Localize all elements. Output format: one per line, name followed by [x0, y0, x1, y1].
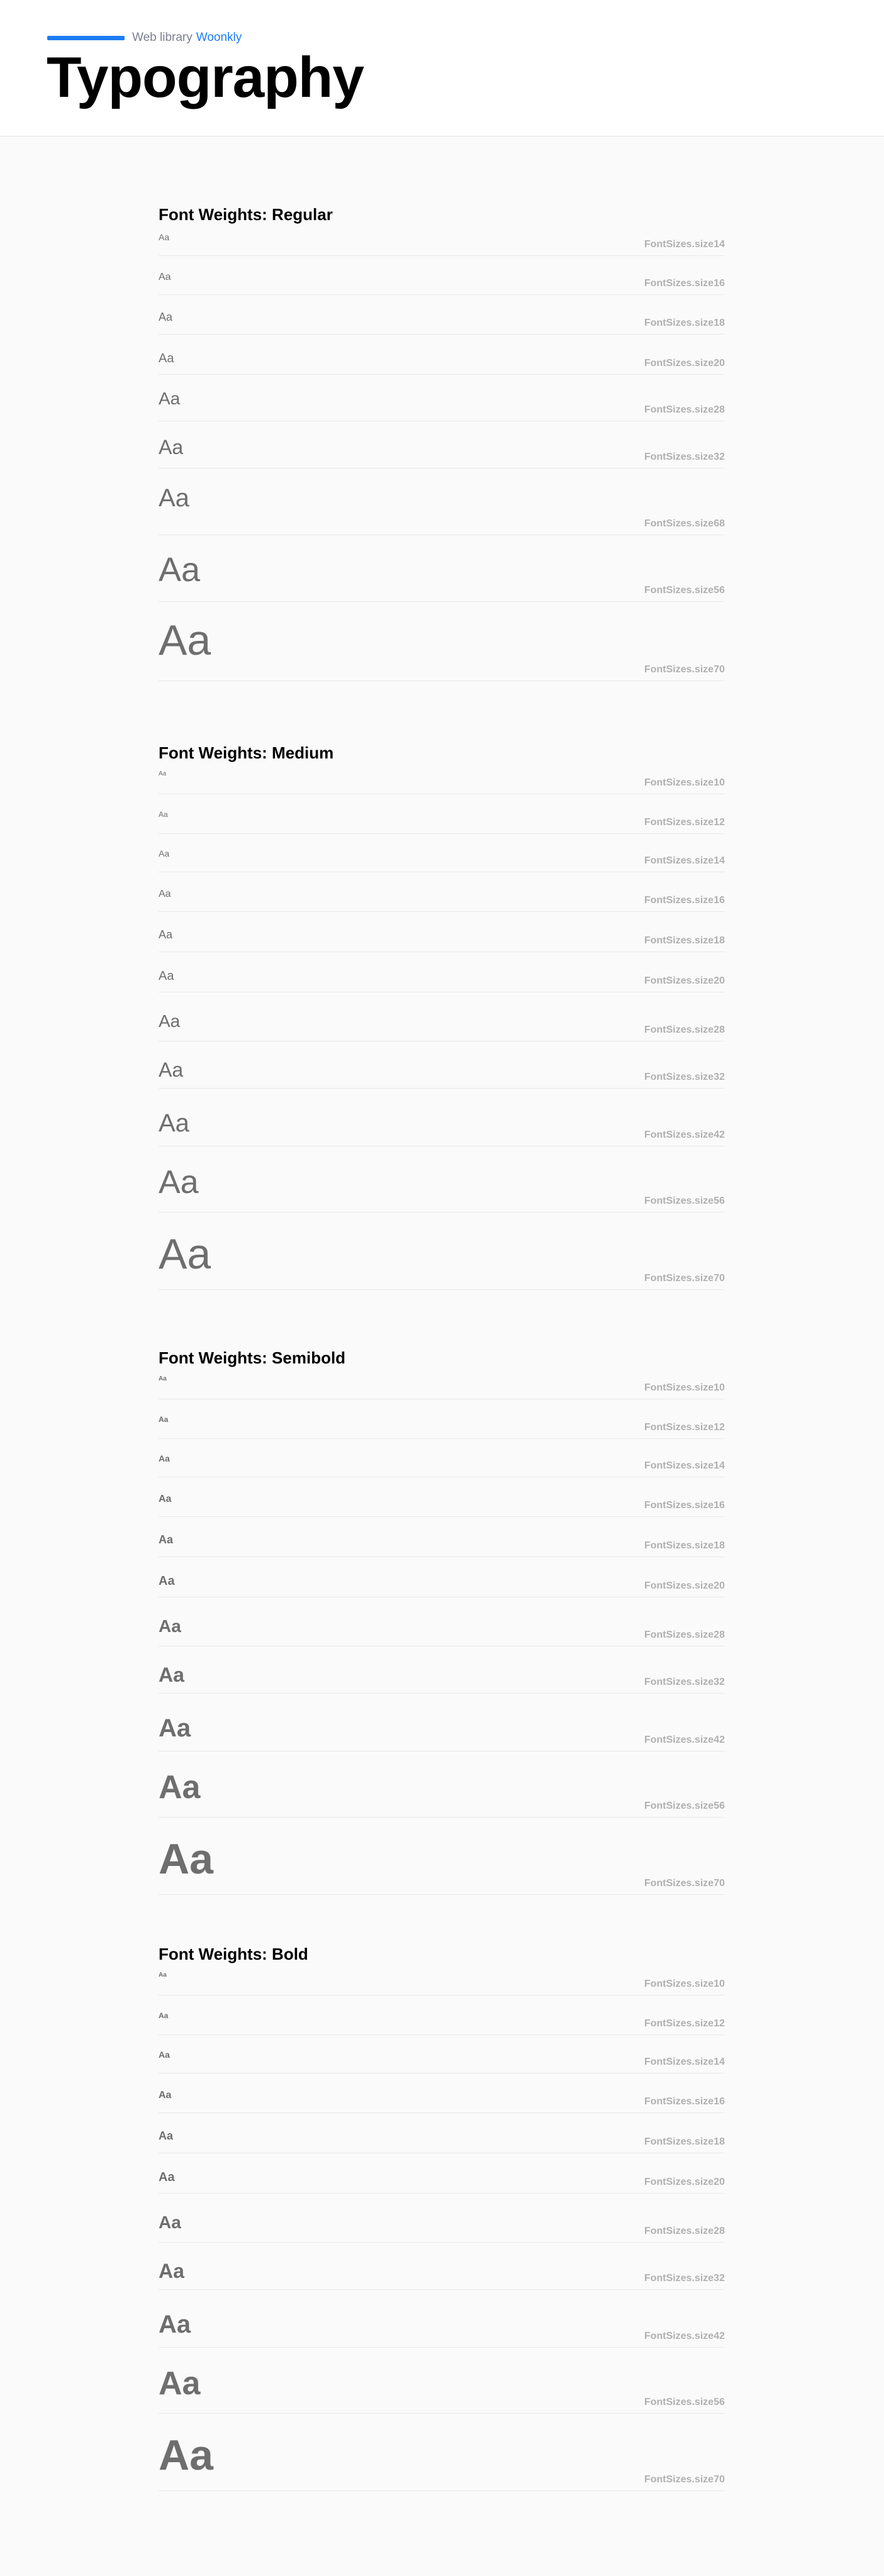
font-size-label: FontSizes.size14 [644, 1460, 725, 1471]
type-sample-row [159, 351, 725, 375]
font-size-label: FontSizes.size12 [644, 817, 725, 828]
section-title: Font Weights: Medium [159, 743, 334, 762]
type-sample-row [159, 615, 725, 681]
font-size-label: FontSizes.size14 [644, 2057, 725, 2067]
type-sample: Aa [159, 1164, 199, 1201]
font-size-label: FontSizes.size20 [644, 2177, 725, 2187]
type-sample-row [159, 928, 725, 952]
type-sample: Aa [159, 889, 171, 899]
type-sample: Aa [159, 969, 174, 983]
font-size-label: FontSizes.size32 [644, 1677, 725, 1687]
type-sample-row [159, 888, 725, 912]
type-sample-row [159, 1533, 725, 1557]
type-sample-row [159, 2011, 725, 2035]
page-header [0, 0, 884, 136]
type-sample: Aa [159, 1058, 184, 1081]
type-sample: Aa [159, 1494, 172, 1504]
font-size-label: FontSizes.size18 [644, 318, 725, 328]
type-sample-row [159, 1768, 725, 1818]
font-size-label: FontSizes.size16 [644, 895, 725, 906]
type-sample-row [159, 271, 725, 295]
font-size-label: FontSizes.size16 [644, 278, 725, 289]
section-title: Font Weights: Regular [159, 205, 333, 224]
type-sample: Aa [159, 436, 184, 458]
type-sample-row [159, 1834, 725, 1895]
font-size-label: FontSizes.size28 [644, 2226, 725, 2236]
font-size-label: FontSizes.size28 [644, 1024, 725, 1035]
font-size-label: FontSizes.size68 [644, 518, 725, 529]
font-size-label: FontSizes.size56 [644, 585, 725, 596]
type-sample-row [159, 1713, 725, 1752]
font-size-label: FontSizes.size70 [644, 1273, 725, 1284]
font-size-label: FontSizes.size16 [644, 2096, 725, 2107]
type-sample: Aa [159, 848, 170, 858]
font-size-label: FontSizes.size56 [644, 1196, 725, 1206]
type-sample: Aa [159, 1616, 181, 1636]
type-sample-row [159, 1108, 725, 1146]
type-sample: Aa [159, 1453, 170, 1463]
type-sample: Aa [159, 928, 173, 941]
type-sample-row [159, 1375, 725, 1399]
type-sample: Aa [159, 770, 167, 777]
font-size-label: FontSizes.size20 [644, 358, 725, 369]
type-sample-row [159, 810, 725, 834]
type-sample-row [159, 2364, 725, 2414]
breadcrumb-library[interactable]: Web library [132, 31, 193, 44]
type-sample: Aa [159, 1972, 167, 1979]
type-sample: Aa [159, 2129, 174, 2142]
font-size-label: FontSizes.size32 [644, 452, 725, 462]
font-size-label: FontSizes.size18 [644, 1540, 725, 1551]
breadcrumb [47, 30, 242, 45]
type-sample: Aa [159, 232, 170, 242]
font-size-label: FontSizes.size18 [644, 2136, 725, 2147]
font-size-label: FontSizes.size20 [644, 1580, 725, 1591]
breadcrumb-brand-link[interactable]: Woonkly [196, 31, 242, 44]
font-size-label: FontSizes.size16 [644, 1500, 725, 1511]
type-sample-row [159, 2430, 725, 2491]
font-size-label: FontSizes.size70 [644, 664, 725, 675]
type-sample: Aa [159, 1663, 184, 1686]
font-size-label: FontSizes.size28 [644, 404, 725, 415]
type-sample: Aa [159, 1375, 167, 1382]
font-size-label: FontSizes.size70 [644, 1878, 725, 1889]
font-size-label: FontSizes.size12 [644, 2018, 725, 2029]
type-sample-row [159, 232, 725, 256]
type-sample: Aa [159, 352, 174, 365]
type-sample-row [159, 848, 725, 872]
type-sample: Aa [159, 2170, 175, 2184]
type-sample: Aa [159, 1835, 213, 1883]
type-sample: Aa [159, 551, 201, 589]
font-size-label: FontSizes.size18 [644, 935, 725, 946]
font-size-label: FontSizes.size10 [644, 777, 725, 788]
type-sample: Aa [159, 311, 173, 323]
type-sample: Aa [159, 484, 189, 512]
type-sample-row [159, 483, 725, 535]
type-sample: Aa [159, 272, 171, 282]
type-sample-row [159, 1493, 725, 1517]
type-sample-row [159, 550, 725, 602]
font-size-label: FontSizes.size42 [644, 1130, 725, 1140]
type-sample-row [159, 1663, 725, 1694]
type-sample-row [159, 1011, 725, 1041]
page-title: Typography [47, 46, 364, 109]
font-size-label: FontSizes.size42 [644, 1735, 725, 1745]
type-sample: Aa [159, 1415, 169, 1424]
type-sample: Aa [159, 2311, 191, 2338]
type-sample-row [159, 1163, 725, 1213]
type-sample-row [159, 1453, 725, 1477]
type-sample-row [159, 388, 725, 421]
type-sample-row [159, 2050, 725, 2074]
font-size-label: FontSizes.size70 [644, 2474, 725, 2485]
type-sample-row [159, 2259, 725, 2290]
type-sample-row [159, 1574, 725, 1597]
type-sample-row [159, 2089, 725, 2113]
type-sample: Aa [159, 1011, 181, 1031]
type-sample-row [159, 2212, 725, 2243]
font-size-label: FontSizes.size14 [644, 855, 725, 866]
type-sample: Aa [159, 2365, 201, 2402]
type-sample-row [159, 1229, 725, 1290]
section-title: Font Weights: Semibold [159, 1348, 346, 1367]
type-sample-row [159, 435, 725, 469]
type-sample-row [159, 1972, 725, 1996]
type-sample: Aa [159, 2260, 184, 2282]
type-sample-row [159, 311, 725, 335]
section-title: Font Weights: Bold [159, 1945, 308, 1963]
font-size-label: FontSizes.size32 [644, 2273, 725, 2284]
type-sample: Aa [159, 1714, 191, 1742]
accent-line-icon [47, 36, 125, 40]
type-sample-row [159, 1415, 725, 1439]
type-sample: Aa [159, 2050, 170, 2060]
type-sample-row [159, 1058, 725, 1089]
font-size-label: FontSizes.size12 [644, 1422, 725, 1433]
type-sample-row [159, 1616, 725, 1646]
font-size-label: FontSizes.size42 [644, 2331, 725, 2341]
type-sample: Aa [159, 810, 168, 819]
font-size-label: FontSizes.size56 [644, 1801, 725, 1811]
type-sample: Aa [159, 616, 211, 664]
type-sample: Aa [159, 1109, 189, 1137]
font-size-label: FontSizes.size14 [644, 239, 725, 250]
type-sample: Aa [159, 389, 181, 408]
font-size-label: FontSizes.size32 [644, 1072, 725, 1082]
font-size-label: FontSizes.size10 [644, 1979, 725, 1989]
font-size-label: FontSizes.size10 [644, 1382, 725, 1393]
font-size-label: FontSizes.size56 [644, 2397, 725, 2407]
type-sample-row [159, 2309, 725, 2348]
type-sample: Aa [159, 2011, 169, 2020]
type-sample-row [159, 969, 725, 992]
font-size-label: FontSizes.size28 [644, 1629, 725, 1640]
type-sample: Aa [159, 1769, 201, 1806]
type-sample-row [159, 2170, 725, 2194]
type-sample-row [159, 2129, 725, 2153]
type-sample: Aa [159, 2090, 172, 2101]
type-sample: Aa [159, 1533, 174, 1546]
type-sample: Aa [159, 2431, 213, 2479]
type-sample: Aa [159, 2212, 181, 2232]
type-sample: Aa [159, 1230, 211, 1278]
font-size-label: FontSizes.size20 [644, 975, 725, 986]
type-sample: Aa [159, 1574, 175, 1588]
type-sample-row [159, 770, 725, 794]
